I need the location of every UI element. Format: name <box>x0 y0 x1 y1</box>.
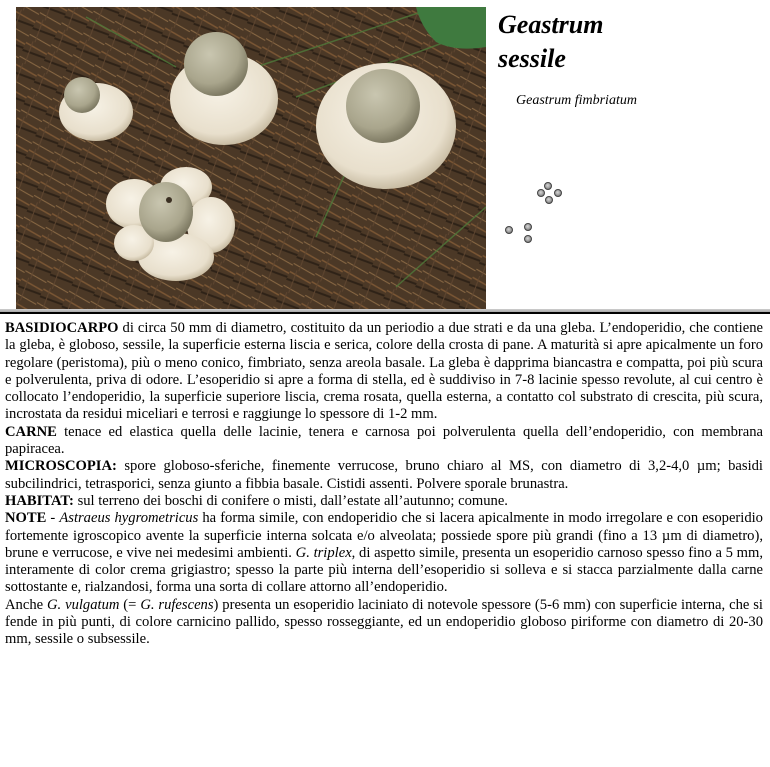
section-label: MICROSCOPIA: <box>5 458 117 475</box>
note-text: Anche <box>5 596 47 613</box>
note-text: ) presenta un esoperidio laciniato di notevole spessore (5-6 mm) con superficie interna, che si fende in più punti, di colore carnicino pallido, spesso rosseggiante, ed un endoperidio globoso piriforme con diametro di 20-30 mm, sessile o subsessile. <box>5 596 763 648</box>
section-text: spore globoso-sferiche, finemente verrucose, bruno chiaro al MS, con diametro di 3,2-4,0 µm; basidi subcilindrici, tetrasporici, senza giunto a fibbia basale. Cistidi assenti. Polvere sporale brunastra. <box>5 458 763 492</box>
separator-black <box>0 312 770 314</box>
note-dash: - <box>46 510 60 527</box>
title-genus: Geastrum <box>498 10 604 39</box>
spore-icon <box>505 226 513 234</box>
section-habitat <box>5 493 763 510</box>
section-text: tenace ed elastica quella delle lacinie, tenera e carnosa poi polverulenta quella dell’endoperidio, con membrana papiracea. <box>5 423 763 458</box>
mushroom-photo <box>16 7 486 309</box>
species-synonym: Geastrum fimbriatum <box>516 93 637 108</box>
note-text: , di aspetto simile, presenta un esoperidio carnoso spesso fino a 5 mm, interamente di color crema grigiastro; spesso la parte più interna dell’esoperidio si solleva e si stacca parzialmente dalla carne sottostante e, rialzandosi, forma una sorta di collare attorno all’endoperidio. <box>5 544 764 596</box>
note-text: ha forma simile, con endoperidio che si lacera apicalmente in modo irregolare e con esoperidio fortemente igroscopico avente la superficie interna solcata e/o alveolata; possiede spore più grandi (fino a 13 µm di diametro), brune e verrucose, e vive nei medesimi ambienti. <box>5 510 763 561</box>
species-name: G. rufescens <box>140 596 214 613</box>
section-microscopia <box>5 458 763 493</box>
section-label: BASIDIOCARPO <box>5 320 119 336</box>
note-text: (= <box>119 596 141 613</box>
species-name: G. triplex <box>295 544 352 561</box>
section-text: di circa 50 mm di diametro, costituito da un periodio a due strati e da una gleba. L’endoperidio, che contiene la gleba, è globoso, sessile, la superficie esterna liscia e serica, colore della crosta di pane. A maturità si apre apicalmente un foro regolare (peristoma), più o meno conico, fimbriato, senza areola basale. La gleba è dapprima biancastra e compatta, poi più scura e polverulenta, priva di odore. L’esoperidio si apre a forma di stella, ed è suddiviso in 7-8 lacinie spesso revolute, al cui centro è collocato l’endoperidio, la superficie superiore liscia, crema rosata, quella esterna, a contatto col substrato di crescita, più scura, incrostata da residui miceliari e terrosi e raggiunge lo spessore di 1-2 mm. <box>5 320 763 423</box>
species-description <box>5 320 763 649</box>
species-name: G. vulgatum <box>47 596 120 613</box>
spore-icon <box>524 223 532 231</box>
species-name: Astraeus hygrometricus <box>59 510 199 527</box>
spore-icon <box>537 189 545 197</box>
title-epithet: sessile <box>498 44 566 73</box>
section-basidiocarpo <box>5 320 763 424</box>
section-note-continued <box>5 597 763 649</box>
section-carne <box>5 424 763 459</box>
section-label: NOTE <box>5 510 47 527</box>
section-label: HABITAT: <box>5 492 74 509</box>
section-text: sul terreno dei boschi di conifere o misti, dall’estate all’autunno; comune. <box>73 492 508 509</box>
spore-icon <box>544 182 552 190</box>
section-label: CARNE <box>5 423 57 440</box>
section-note <box>5 510 763 596</box>
spore-icon <box>554 189 562 197</box>
spore-icon <box>545 196 553 204</box>
spore-illustration <box>498 178 578 248</box>
species-title <box>498 8 603 76</box>
spore-icon <box>524 235 532 243</box>
